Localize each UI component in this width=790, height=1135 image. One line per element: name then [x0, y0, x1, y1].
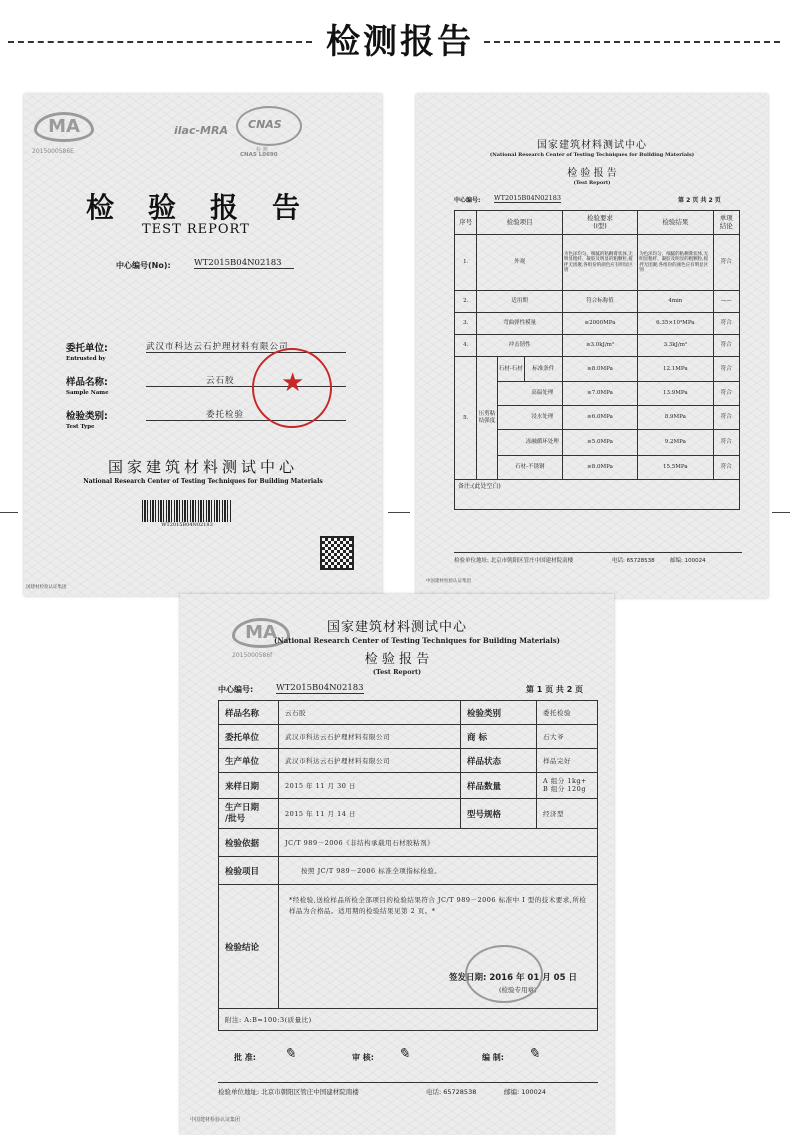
test-type-label: 检验类别:	[66, 411, 108, 422]
ilac-logo: ilac-MRA	[174, 124, 228, 137]
phone: 电话: 65728538	[426, 1088, 477, 1096]
cell: 1.	[455, 235, 477, 291]
col-header: 检验项目	[477, 211, 562, 235]
page-info: 第 2 页 共 2 页	[678, 197, 721, 204]
cell: 符合	[713, 235, 740, 291]
cell: 15.5MPa	[638, 456, 713, 480]
sample-label-en: Sample Name	[66, 390, 109, 396]
phone: 电话: 65728538	[612, 558, 655, 564]
cell: 为色泽均匀、细腻的粘稠膏状体,无明显粗纤、凝胶及明显的粗颗粒,搅拌无团聚,各组份的颜色应有明显区别	[638, 235, 713, 291]
header-divider-right	[484, 41, 780, 43]
org-name-cn: 国家建筑材料测试中心	[326, 620, 467, 635]
center-no: WT2015B04N02183	[194, 258, 294, 269]
table-row	[219, 799, 598, 829]
edit-signature: ✎	[528, 1046, 540, 1062]
basis-label: 检验依据	[219, 829, 279, 857]
quantity-value: A 组分 1kg+ B 组分 120g	[537, 773, 598, 799]
review-label: 审 核:	[352, 1053, 374, 1062]
org-name-cn: 国家建筑材料测试中心	[107, 458, 298, 476]
page-header	[0, 0, 790, 80]
center-no: WT2015B04N02183	[276, 683, 364, 693]
review-signature: ✎	[398, 1046, 410, 1062]
production-date-label: 生产日期 /批号	[219, 799, 279, 829]
page-info: 第 1 页 共 2 页	[526, 685, 584, 694]
sample-state-label: 样品状态	[461, 749, 537, 773]
col-header: 单项 结论	[713, 211, 740, 235]
table-row	[455, 382, 740, 406]
test-type-value: 委托检验	[537, 701, 598, 725]
conclusion-text: *经检验,送检样品所检全部项目的检验结果符合 JC/T 989－2006 标准中 I 型的技术要求,所检样品为合格品。适用期的检验结果见第 2 页。*	[289, 896, 587, 916]
table-row	[455, 335, 740, 357]
cma-logo	[34, 112, 94, 142]
test-type-label: 检验类别	[461, 701, 537, 725]
cnas-sub: 检 测	[256, 147, 268, 153]
header-divider-left	[8, 41, 312, 43]
footer-logo: 中国建材检验认证集团	[426, 579, 471, 584]
stamp-note: (检验专用章)	[499, 986, 537, 994]
qr-code	[320, 536, 354, 570]
table-row	[219, 725, 598, 749]
inspection-seal-stamp	[465, 945, 543, 1003]
cell: 压剪粘结强度	[477, 357, 497, 480]
center-no-label: 中心编号:	[454, 197, 481, 204]
table-row	[219, 749, 598, 773]
cell: 符合	[713, 406, 740, 430]
cell	[497, 357, 562, 382]
cell: 2.	[455, 291, 477, 313]
cell: ≥7.0MPa	[562, 382, 637, 406]
report-title-cn: 检验报告	[86, 191, 335, 224]
model-label: 型号规格	[461, 799, 537, 829]
cell: ——	[713, 291, 740, 313]
table-row	[455, 406, 740, 430]
subgroup-label: 石材-石材	[498, 365, 523, 372]
production-date-value: 2015 年 11 月 14 日	[279, 799, 461, 829]
cell: ≥3.0kJ/m²	[562, 335, 637, 357]
edit-label: 编 制:	[482, 1053, 504, 1062]
cell: 符合标称值	[562, 291, 637, 313]
report-info-table	[218, 700, 598, 1031]
report-title-en: (Test Report)	[573, 180, 611, 186]
center-no: WT2015B04N02183	[494, 194, 561, 202]
table-row	[219, 701, 598, 725]
cell: 12.1MPa	[638, 357, 713, 382]
table-row	[455, 291, 740, 313]
org-name-en: (National Research Center of Testing Techniques for Building Materials)	[489, 152, 695, 158]
cell: ≥5.0MPa	[562, 430, 637, 456]
cell: 冲击韧性	[477, 335, 562, 357]
cnas-logo	[236, 106, 302, 146]
quantity-label: 样品数量	[461, 773, 537, 799]
table-row	[219, 857, 598, 885]
footer-logo: 中国建材检验认证集团	[190, 1117, 241, 1123]
org-name-cn: 国家建筑材料测试中心	[537, 140, 647, 151]
star-icon: ★	[281, 368, 305, 398]
table-row	[219, 885, 598, 1009]
table-header	[455, 211, 740, 235]
center-no-label: 中心编号(No):	[116, 261, 171, 270]
report-page-2	[416, 94, 768, 598]
cell: 符合	[713, 456, 740, 480]
red-seal-stamp	[252, 348, 332, 428]
address: 检验单位地址: 北京市朝阳区管庄中国建材院南楼	[218, 1088, 359, 1096]
cell: 5.	[455, 357, 477, 480]
report-page-1	[180, 594, 614, 1135]
cnas-text: CNAS	[248, 118, 282, 131]
cell: 符合	[713, 313, 740, 335]
table-row	[219, 1009, 598, 1031]
col-header: 检验结果	[638, 211, 713, 235]
cnas-number: CNAS L0690	[240, 152, 278, 158]
sample-value: 云石胶	[146, 374, 346, 387]
footer-rule	[218, 1082, 598, 1083]
sample-name-value: 云石胶	[279, 701, 461, 725]
table-row	[455, 480, 740, 510]
table-row	[455, 456, 740, 480]
table-row	[455, 357, 740, 382]
report-title-en: TEST REPORT	[142, 222, 250, 237]
remark: 附注: A:B=100:3(质量比)	[219, 1009, 598, 1031]
cell: 浸水处理	[497, 406, 562, 430]
cell: 符合	[713, 335, 740, 357]
approve-signature: ✎	[284, 1046, 296, 1062]
cell: 6.35×10³MPa	[638, 313, 713, 335]
org-name-en: National Research Center of Testing Techniques for Building Materials	[83, 478, 323, 485]
col-header: 检验要求 (I型)	[562, 211, 637, 235]
table-row	[219, 773, 598, 799]
cell: ≥2000MPa	[562, 313, 637, 335]
cell: 为色泽均匀、细腻的粘稠膏状体,无明显粗纤、凝胶及明显的粗颗粒,搅拌无团聚,各组份的颜色应有明显区别	[562, 235, 637, 291]
report-title-en: (Test Report)	[372, 668, 422, 676]
cell: 石材-不锈钢	[497, 456, 562, 480]
cell: 8.9MPa	[638, 406, 713, 430]
client-value: 武汉市科达云石护理材料有限公司	[146, 340, 346, 353]
footer-rule	[454, 552, 742, 553]
test-type-value: 委托检验	[146, 408, 346, 421]
divider	[388, 512, 410, 513]
cell: 冻融循环处理	[497, 430, 562, 456]
postcode: 邮编: 100024	[504, 1088, 547, 1096]
table-row	[455, 430, 740, 456]
client-label: 委托单位	[219, 725, 279, 749]
cell: 适用期	[477, 291, 562, 313]
client-value: 武汉市科达云石护理材料有限公司	[279, 725, 461, 749]
conclusion-cell	[279, 885, 598, 1009]
address: 检验单位地址: 北京市朝阳区管庄中国建材院南楼	[454, 558, 574, 564]
table-row	[455, 313, 740, 335]
arrival-date-value: 2015 年 11 月 30 日	[279, 773, 461, 799]
cell: 4min	[638, 291, 713, 313]
cell: 高温处理	[497, 382, 562, 406]
condition-label: 标准条件	[524, 357, 562, 381]
sample-name-label: 样品名称	[219, 701, 279, 725]
divider	[772, 512, 790, 513]
col-header: 序号	[455, 211, 477, 235]
client-label: 委托单位:	[66, 343, 108, 354]
cell: 4.	[455, 335, 477, 357]
cell: 符合	[713, 430, 740, 456]
cma-number: 2015000586f	[232, 652, 273, 659]
cma-number: 2015000586E	[32, 148, 74, 155]
cell: ≥8.0MPa	[562, 456, 637, 480]
producer-label: 生产单位	[219, 749, 279, 773]
report-title-cn: 检 验 报 告	[364, 652, 430, 667]
model-value: 经济型	[537, 799, 598, 829]
cell: 3.	[455, 313, 477, 335]
remark: 备注:(此处空白)	[455, 480, 740, 510]
cell: 3.3kJ/m²	[638, 335, 713, 357]
results-table	[454, 210, 740, 510]
barcode-text: WT2015B04N02183	[161, 522, 213, 528]
issue-date: 签发日期: 2016 年 01 月 05 日	[449, 973, 577, 983]
arrival-date-label: 来样日期	[219, 773, 279, 799]
cell: 13.9MPa	[638, 382, 713, 406]
items-label: 检验项目	[219, 857, 279, 885]
cma-text: MA	[48, 116, 80, 137]
cell: 外观	[477, 235, 562, 291]
sample-label: 样品名称:	[66, 377, 108, 388]
cell: ≥8.0MPa	[562, 357, 637, 382]
items-value: 按照 JC/T 989－2006 标准全项指标检验。	[279, 857, 598, 885]
cell: 弯曲弹性模量	[477, 313, 562, 335]
producer-value: 武汉市科达云石护理材料有限公司	[279, 749, 461, 773]
brand-value: 石大爷	[537, 725, 598, 749]
org-name-en: (National Research Center of Testing Techniques for Building Materials)	[273, 636, 560, 645]
report-title-cn: 检 验 报 告	[567, 168, 617, 179]
basis-value: JC/T 989－2006《非结构承载用石材胶粘剂》	[279, 829, 598, 857]
conclusion-label: 检验结论	[219, 885, 279, 1009]
client-label-en: Entrusted by	[66, 356, 106, 362]
report-cover-page	[24, 94, 382, 596]
table-row	[455, 235, 740, 291]
center-no-label: 中心编号:	[218, 685, 254, 694]
barcode	[142, 500, 232, 522]
test-type-label-en: Test Type	[66, 424, 95, 430]
table-row	[219, 829, 598, 857]
cma-text: MA	[245, 622, 277, 643]
page-title: 检测报告	[326, 22, 474, 62]
brand-label: 商 标	[461, 725, 537, 749]
sample-state-value: 样品完好	[537, 749, 598, 773]
cell: 符合	[713, 357, 740, 382]
footer-logo: 国建材检验认证集团	[26, 585, 67, 590]
cell: 9.2MPa	[638, 430, 713, 456]
divider	[0, 512, 18, 513]
postcode: 邮编: 100024	[670, 558, 706, 564]
cell: 符合	[713, 382, 740, 406]
approve-label: 批 准:	[234, 1053, 256, 1062]
cell: ≥6.0MPa	[562, 406, 637, 430]
